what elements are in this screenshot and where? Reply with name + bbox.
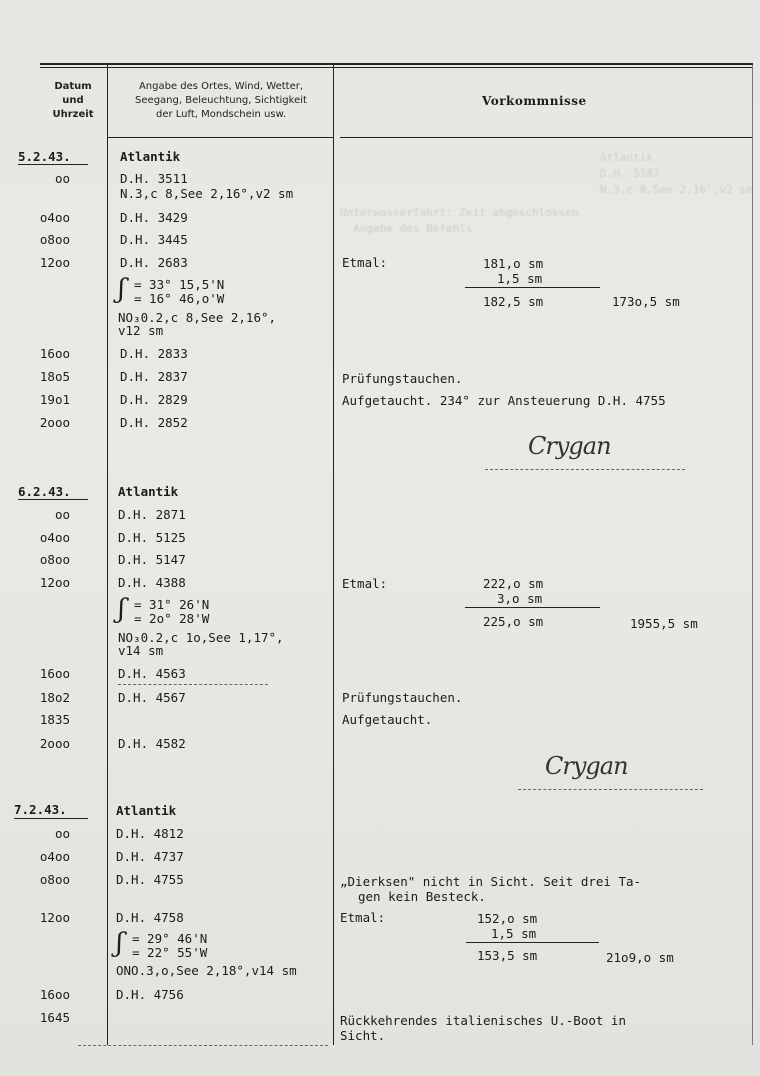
entry-position: D.H. 3445 xyxy=(120,232,188,247)
bleed-through-ghost-text: Unterwasserfahrt: Zeit abgeschlossen Angabe des Befehls xyxy=(340,206,579,235)
etmal-sum: 225,o sm xyxy=(483,614,544,629)
entry-position: D.H. 4812 xyxy=(116,826,184,841)
separator-line xyxy=(118,684,268,685)
entry-time: 12oo xyxy=(39,575,70,590)
header-vorkommnisse: Vorkommnisse xyxy=(482,94,587,108)
entry-time: o8oo xyxy=(39,552,70,567)
etmal-value-a: 152,o sm xyxy=(477,911,538,926)
entry-position: D.H. 4758 xyxy=(116,910,184,925)
entry-time: oo xyxy=(54,171,70,186)
signature-line xyxy=(518,789,703,790)
entry-position: D.H. 5125 xyxy=(118,530,186,545)
date-underline xyxy=(18,164,88,165)
entry-position: D.H. 4582 xyxy=(118,736,186,751)
etmal-value-b: 1,5 sm xyxy=(491,926,537,941)
signature: Crygan xyxy=(528,432,611,460)
entry-time: 1835 xyxy=(39,712,70,727)
entry-position: D.H. 3511 xyxy=(120,171,188,186)
day-date: 5.2.43. xyxy=(18,149,71,164)
etmal-value-b: 1,5 sm xyxy=(497,271,543,286)
event-text: gen kein Besteck. xyxy=(358,889,486,904)
entry-latitude: = 31° 26'N xyxy=(134,597,210,612)
event-text: Rückkehrendes italienisches U.-Boot in xyxy=(340,1013,626,1028)
bottom-dashed-line xyxy=(78,1045,328,1046)
entry-time: 19o1 xyxy=(39,392,70,407)
date-underline xyxy=(18,499,88,500)
event-text: Prüfungstauchen. xyxy=(342,371,463,386)
etmal-label: Etmal: xyxy=(340,910,386,925)
entry-position: D.H. 2829 xyxy=(120,392,188,407)
entry-position: D.H. 2833 xyxy=(120,346,188,361)
etmal-sum-rule xyxy=(466,942,599,943)
day-region: Atlantik xyxy=(120,149,181,164)
entry-latitude: = 29° 46'N xyxy=(132,931,208,946)
day-region: Atlantik xyxy=(118,484,179,499)
latlon-bracket-icon: ʃ xyxy=(116,928,124,958)
event-text: Sicht. xyxy=(340,1028,386,1043)
entry-position: D.H. 2871 xyxy=(118,507,186,522)
entry-longitude: = 2o° 28'W xyxy=(134,611,210,626)
etmal-sum: 182,5 sm xyxy=(483,294,544,309)
top-double-rule xyxy=(40,63,753,65)
entry-position: D.H. 5147 xyxy=(118,552,186,567)
etmal-sum-rule xyxy=(465,287,600,288)
etmal-value-a: 181,o sm xyxy=(483,256,544,271)
entry-weather: N.3,c 8,See 2,16°,v2 sm xyxy=(120,186,294,201)
entry-time: o4oo xyxy=(39,530,70,545)
header-datum: Datum und Uhrzeit xyxy=(52,81,94,120)
signature: Crygan xyxy=(545,752,628,780)
entry-position: D.H. 2852 xyxy=(120,415,188,430)
event-text: Aufgetaucht. 234° zur Ansteuerung D.H. 4755 xyxy=(342,393,666,408)
entry-time: o4oo xyxy=(39,849,70,864)
entry-time: 16oo xyxy=(39,987,70,1002)
entry-position: D.H. 4756 xyxy=(116,987,184,1002)
etmal-label: Etmal: xyxy=(342,576,388,591)
etmal-value-b: 3,o sm xyxy=(497,591,543,606)
latlon-bracket-icon: ʃ xyxy=(118,594,126,624)
etmal-label: Etmal: xyxy=(342,255,388,270)
etmal-sum-rule xyxy=(465,607,600,608)
entry-weather: NO₃0.2,c 1o,See 1,17°, xyxy=(118,630,284,645)
entry-time: 2ooo xyxy=(39,415,70,430)
entry-longitude: = 16° 46,o'W xyxy=(134,291,225,306)
entry-time: 1645 xyxy=(39,1010,70,1025)
entry-time: oo xyxy=(54,507,70,522)
event-text: Prüfungstauchen. xyxy=(342,690,463,705)
etmal-total: 21o9,o sm xyxy=(606,950,674,965)
entry-position: D.H. 2683 xyxy=(120,255,188,270)
signature-line xyxy=(485,469,685,470)
entry-weather: v14 sm xyxy=(118,643,164,658)
day-date: 6.2.43. xyxy=(18,484,71,499)
date-underline xyxy=(14,818,88,819)
etmal-total: 173o,5 sm xyxy=(612,294,680,309)
entry-position: D.H. 4755 xyxy=(116,872,184,887)
entry-time: 18o5 xyxy=(39,369,70,384)
entry-time: 18o2 xyxy=(39,690,70,705)
day-date: 7.2.43. xyxy=(14,802,67,817)
entry-position: D.H. 3429 xyxy=(120,210,188,225)
entry-time: o4oo xyxy=(39,210,70,225)
entry-weather: ONO.3,o,See 2,18°,v14 sm xyxy=(116,963,297,978)
bleed-through-ghost-text: Atlantik D.H. 5587 N.3,c 8,See 2,16°,v2 sm xyxy=(600,151,753,196)
entry-time: 12oo xyxy=(39,910,70,925)
header-underline xyxy=(108,137,333,138)
day-region: Atlantik xyxy=(116,803,177,818)
entry-weather: v12 sm xyxy=(118,323,164,338)
header-angabe: Angabe des Ortes, Wind, Wetter, Seegang, Beleuchtung, Sichtigkeit der Luft, Mondschein usw. xyxy=(135,81,307,120)
entry-position: D.H. 4737 xyxy=(116,849,184,864)
entry-time: 2ooo xyxy=(39,736,70,751)
entry-latitude: = 33° 15,5'N xyxy=(134,277,225,292)
header-underline xyxy=(340,137,752,138)
entry-time: 16oo xyxy=(39,666,70,681)
entry-time: o8oo xyxy=(39,232,70,247)
entry-position: D.H. 2837 xyxy=(120,369,188,384)
entry-time: o8oo xyxy=(39,872,70,887)
column-divider xyxy=(107,65,108,1045)
entry-time: 16oo xyxy=(39,346,70,361)
column-divider xyxy=(333,65,334,1045)
event-text: Aufgetaucht. xyxy=(342,712,433,727)
etmal-total: 1955,5 sm xyxy=(630,616,698,631)
entry-position: D.H. 4567 xyxy=(118,690,186,705)
entry-time: 12oo xyxy=(39,255,70,270)
top-double-rule xyxy=(40,67,753,68)
etmal-sum: 153,5 sm xyxy=(477,948,538,963)
entry-position: D.H. 4388 xyxy=(118,575,186,590)
entry-weather: NO₃0.2,c 8,See 2,16°, xyxy=(118,310,277,325)
entry-time: oo xyxy=(54,826,70,841)
etmal-value-a: 222,o sm xyxy=(483,576,544,591)
latlon-bracket-icon: ʃ xyxy=(118,274,126,304)
entry-position: D.H. 4563 xyxy=(118,666,186,681)
event-text: „Dierksen" nicht in Sicht. Seit drei Ta- xyxy=(340,874,642,889)
right-edge-divider xyxy=(752,65,753,1045)
entry-longitude: = 22° 55'W xyxy=(132,945,208,960)
